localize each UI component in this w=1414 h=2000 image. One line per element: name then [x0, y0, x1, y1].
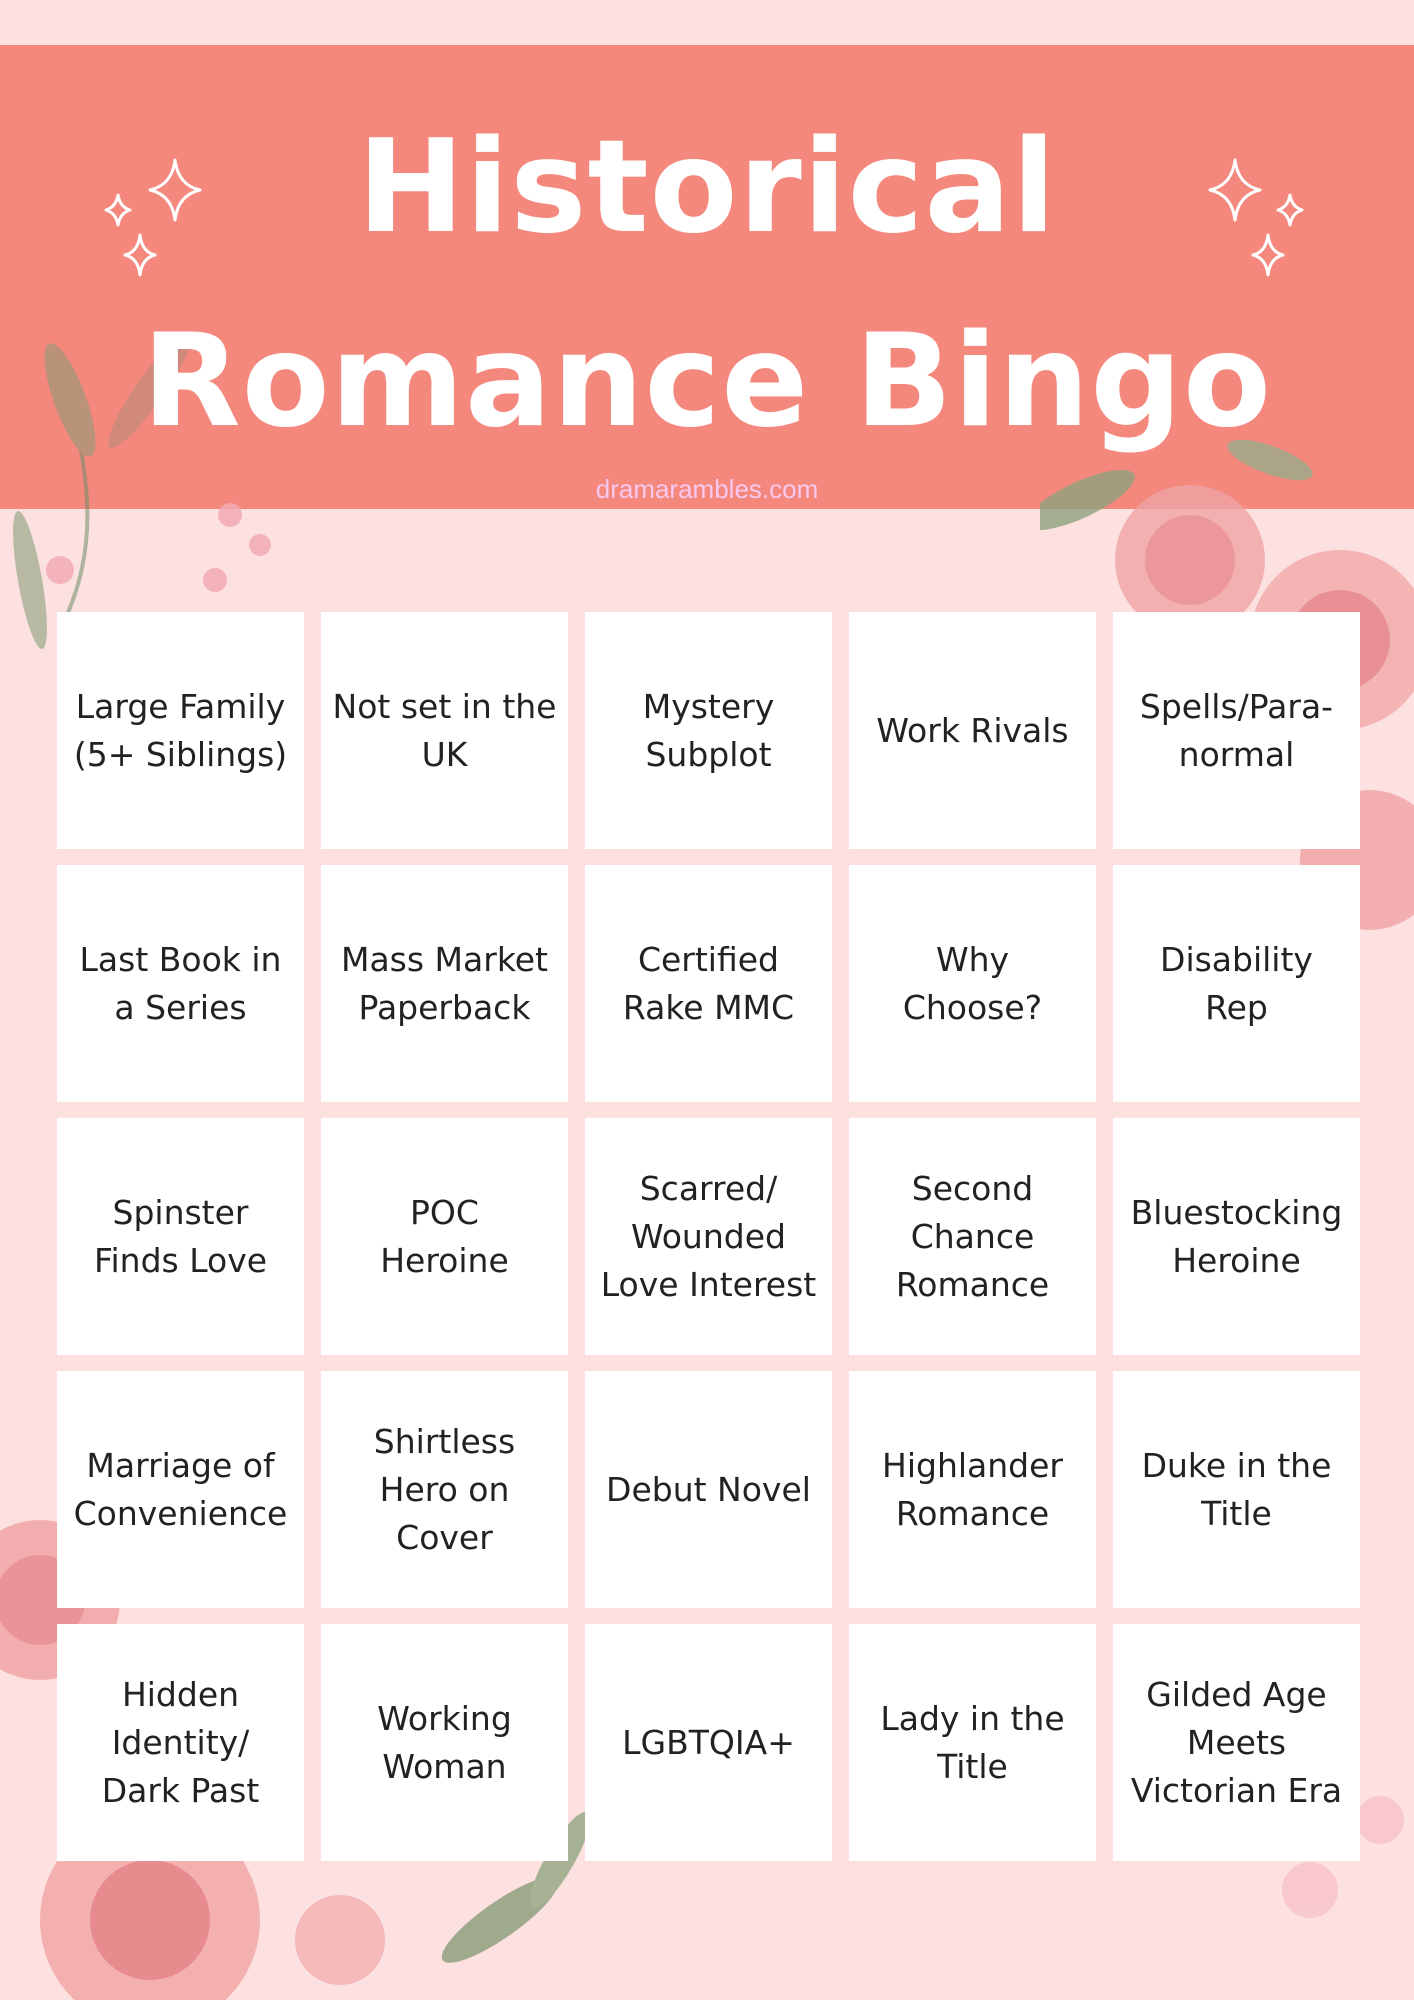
bingo-cell[interactable]: Working Woman [321, 1624, 568, 1861]
bingo-cell[interactable]: Hidden Identity/ Dark Past [57, 1624, 304, 1861]
bingo-cell[interactable]: Duke in the Title [1113, 1371, 1360, 1608]
bingo-cell[interactable]: Spinster Finds Love [57, 1118, 304, 1355]
bingo-cell[interactable]: Shirtless Hero on Cover [321, 1371, 568, 1608]
bingo-cell[interactable]: Work Rivals [849, 612, 1096, 849]
bingo-cell[interactable]: Disability Rep [1113, 865, 1360, 1102]
bingo-cell[interactable]: Gilded Age Meets Victorian Era [1113, 1624, 1360, 1861]
page-title-line-2: Romance Bingo [142, 307, 1272, 456]
bingo-cell[interactable]: Spells/Para- normal [1113, 612, 1360, 849]
bingo-cell[interactable]: Mystery Subplot [585, 612, 832, 849]
bingo-cell[interactable]: Not set in the UK [321, 612, 568, 849]
bingo-cell[interactable]: Scarred/ Wounded Love Interest [585, 1118, 832, 1355]
bingo-cell[interactable]: Lady in the Title [849, 1624, 1096, 1861]
bingo-grid [57, 612, 1360, 1861]
bingo-cell[interactable]: Why Choose? [849, 865, 1096, 1102]
bingo-cell[interactable]: Last Book in a Series [57, 865, 304, 1102]
bingo-cell[interactable]: Debut Novel [585, 1371, 832, 1608]
bingo-cell[interactable]: POC Heroine [321, 1118, 568, 1355]
page-title-line-1: Historical [357, 113, 1057, 262]
bingo-cell[interactable]: Marriage of Convenience [57, 1371, 304, 1608]
bingo-cell[interactable]: LGBTQIA+ [585, 1624, 832, 1861]
bingo-cell[interactable]: Large Family (5+ Siblings) [57, 612, 304, 849]
bingo-cell[interactable]: Second Chance Romance [849, 1118, 1096, 1355]
website-label: dramarambles.com [595, 474, 819, 504]
bingo-cell[interactable]: Certified Rake MMC [585, 865, 832, 1102]
bingo-cell[interactable]: Highlander Romance [849, 1371, 1096, 1608]
bingo-cell[interactable]: Mass Market Paperback [321, 865, 568, 1102]
bingo-cell[interactable]: Bluestocking Heroine [1113, 1118, 1360, 1355]
